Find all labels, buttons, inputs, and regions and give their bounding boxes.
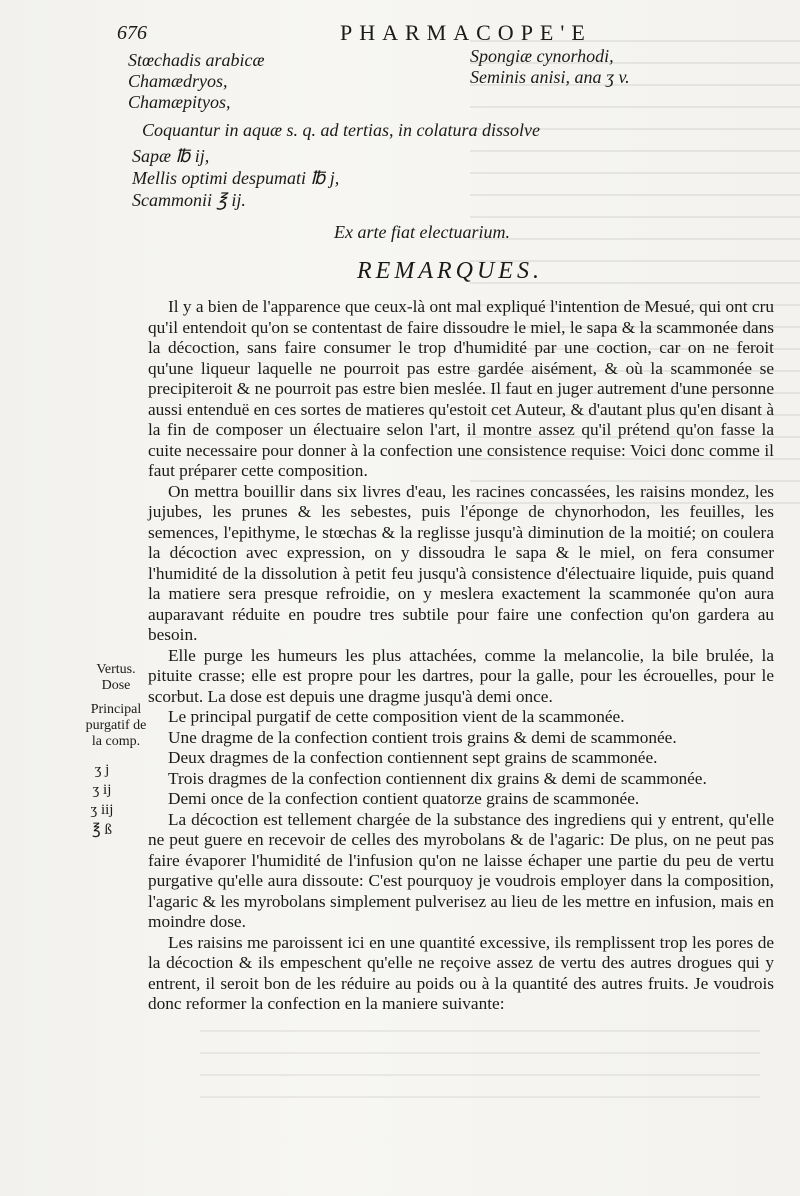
- ingredient-item: Seminis anisi, ana ʒ v.: [470, 67, 630, 87]
- ingredient-list-right: [470, 46, 630, 88]
- paragraph: Elle purge les humeurs les plus attachées, comme la melancolie, la bile brulée, la pituite crasse; elle est propre pour les dartres, pour la galle, pour les écrouelles, pour le scorbut. La dose est depuis une dragme jusqu'à demi once.: [148, 645, 774, 706]
- paragraph: La décoction est tellement chargée de la substance des ingrediens qui y entrent, qu'elle ne peut guere en recevoir de celles des myrobolans & de l'agaric: De plus, on ne peut pas faire évaporer l'humidité de l'infusion qu'on ne laisse échaper une partie du peu de vertu purgative qu'elle aura dissoute: C'est pourquoy je voudrois employer dans la composition, l'agaric & les myrobolans simplement pulverisez au lieu de les mettre en infusion, mais en moindre dose.: [148, 809, 774, 931]
- margin-note-dose: Dose: [101, 678, 131, 693]
- dose-mark: ʒ j: [94, 762, 110, 778]
- margin-note-principal: Principal purgatif de la comp.: [85, 702, 147, 749]
- paragraph: Le principal purgatif de cette composition vient de la scammonée.: [168, 707, 625, 726]
- paragraph: On mettra bouillir dans six livres d'eau, les racines concassées, les raisins mondez, les jujubes, les prunes & les sebestes, puis l'éponge de chynorhodon, les feuilles, les semences, l'epithyme, le stœchas & la reglisse jusqu'à diminution de la moitié; on coulera la décoction avec expression, on y dissoudra le sapa & le miel, on fera consumer l'humidité de la dissolution à petit feu jusqu'à consistence d'électuaire liquide, puis quand la matiere sera presque refroidie, on y meslera exactement la scammonée qu'on aura auparavant réduite en poudre tres subtile pour faire une confection qu'on gardera au besoin.: [148, 481, 774, 644]
- dose-marks: [82, 760, 122, 840]
- paragraph: Demi once de la confection contient quatorze grains de scammonée.: [168, 789, 640, 808]
- addition-item: Sapæ ℔ ij,: [132, 146, 210, 166]
- margin-notes: [82, 662, 150, 750]
- recipe-conclusion: Ex arte fiat electuarium.: [334, 222, 510, 242]
- ingredient-item: Chamædryos,: [128, 71, 228, 91]
- dose-mark: ʒ ij: [92, 782, 112, 798]
- page-number: 676: [117, 22, 147, 44]
- addition-item: Mellis optimi despumati ℔ j,: [132, 168, 340, 188]
- paragraph: Une dragme de la confection contient trois grains & demi de scammonée.: [168, 727, 677, 747]
- ingredient-item: Stœchadis arabicæ: [128, 50, 265, 70]
- running-head: PHARMACOPE'E: [340, 20, 592, 45]
- ingredient-item: Chamæpityos,: [128, 92, 231, 112]
- section-title: REMARQUES.: [357, 258, 543, 284]
- body-text: [148, 297, 774, 1015]
- paragraph: Trois dragmes de la confection contiennent dix grains & demi de scammonée.: [168, 768, 707, 788]
- ingredient-item: Spongiæ cynorhodi,: [470, 46, 614, 66]
- dose-mark: ℥ ß: [92, 822, 112, 838]
- addition-list: [132, 145, 339, 211]
- addition-item: Scammonii ℥ ij.: [132, 190, 246, 210]
- paragraph: Il y a bien de l'apparence que ceux-là ont mal expliqué l'intention de Mesué, qui ont cru qu'il entendoit qu'on se contentast de faire dissoudre le miel, le sapa & la scammonée dans la décoction, sans faire consumer le trop d'humidité par une coction, car on ne feroit qu'une liqueur laquelle ne pourroit pas estre gardée aisément, & où la scammonée se precipiteroit & ne pourroit pas estre bien meslée. Il faut en juger autrement d'une personne aussi entenduë en ces sortes de matieres qu'estoit cet Auteur, & d'autant plus qu'en disant à la fin de composer un électuaire selon l'art, il montre assez qu'il prétend qu'on fasse la cuite necessaire pour donner à la confection une consistence requise: Voici donc comme il faut préparer cette composition.: [148, 297, 774, 480]
- ingredient-list-left: [128, 50, 265, 113]
- paragraph: Les raisins me paroissent ici en une quantité excessive, ils remplissent trop les pores de la décoction & ils empeschent qu'elle ne reçoive assez de vertu des autres drogues qui y entrent, il seroit bon de les réduire au poids ou à la quantité des autres fruits. Je voudrois donc reformer la confection en la maniere suivante:: [148, 932, 774, 1013]
- margin-note-vertus: Vertus.: [96, 662, 136, 677]
- paragraph: Deux dragmes de la confection contiennent sept grains de scammonée.: [168, 748, 658, 767]
- preparation-instruction: Coquantur in aquæ s. q. ad tertias, in colatura dissolve: [142, 120, 541, 140]
- dose-mark: ʒ iij: [90, 802, 114, 818]
- bleed-through-text-bottom: [200, 1030, 760, 1100]
